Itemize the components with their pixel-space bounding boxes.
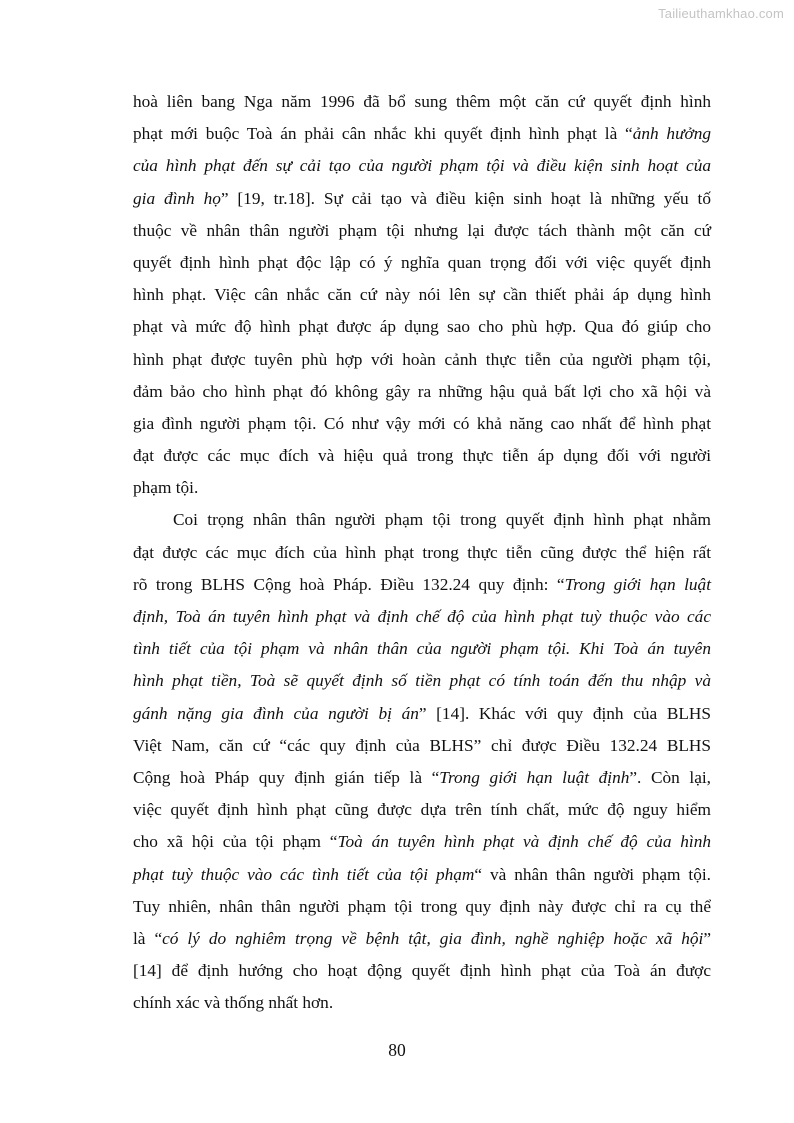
- text-run: ”: [703, 928, 712, 948]
- text-run: hình phạt được tuyên phù hợp với hoàn cảnh thực tiễn của người phạm tội,: [133, 349, 711, 369]
- text-line: [133, 629, 711, 661]
- text-run: phạt mới buộc Toà án phải cân nhắc khi quyết định hình phạt là “: [133, 124, 633, 144]
- text-line: [133, 340, 711, 372]
- italic-text: hình phạt tiền, Toà sẽ quyết định số tiền phạt có tính toán đến thu nhập và: [133, 671, 711, 691]
- text-line: [133, 565, 711, 597]
- text-line: [133, 533, 711, 565]
- body-text: [133, 82, 711, 1015]
- italic-text: gánh nặng gia đình của người bị án: [133, 703, 419, 723]
- text-run: đảm bảo cho hình phạt đó không gây ra những hậu quả bất lợi cho xã hội và: [133, 381, 711, 401]
- text-run: thuộc về nhân thân người phạm tội nhưng lại được tách thành một căn cứ: [133, 220, 711, 240]
- text-line: [133, 500, 711, 532]
- text-line: [133, 275, 711, 307]
- italic-text: tình tiết của tội phạm và nhân thân của người phạm tội. Khi Toà án tuyên: [133, 639, 711, 659]
- text-line: [133, 436, 711, 468]
- text-line: [133, 790, 711, 822]
- text-run: cho xã hội của tội phạm “: [133, 832, 338, 852]
- text-run: phạt và mức độ hình phạt được áp dụng sao cho phù hợp. Qua đó giúp cho: [133, 317, 711, 337]
- text-line: [133, 243, 711, 275]
- text-run: Coi trọng nhân thân người phạm tội trong quyết định hình phạt nhằm: [173, 510, 711, 530]
- text-line: [133, 758, 711, 790]
- text-line: [133, 951, 711, 983]
- text-run: hình phạt. Việc cân nhắc căn cứ này nói lên sự cần thiết phải áp dụng hình: [133, 285, 711, 305]
- italic-text: Trong giới hạn luật định: [439, 767, 630, 787]
- text-line: [133, 597, 711, 629]
- text-run: “ và nhân thân người phạm tội.: [474, 864, 711, 884]
- italic-text: ảnh hưởng: [632, 124, 712, 144]
- text-run: ”. Còn lại,: [629, 767, 711, 787]
- text-run: hoà liên bang Nga năm 1996 đã bổ sung thêm một căn cứ quyết định hình: [133, 92, 711, 111]
- text-run: đạt được các mục đích của hình phạt trong thực tiễn cũng được thể hiện rất: [133, 542, 711, 562]
- text-line: [133, 146, 711, 178]
- text-line: [133, 726, 711, 758]
- text-run: phạm tội.: [133, 478, 199, 498]
- italic-text: Toà án tuyên hình phạt và định chế độ của hình: [337, 832, 711, 852]
- text-run: rõ trong BLHS Cộng hoà Pháp. Điều 132.24 quy định: “: [133, 574, 565, 594]
- text-line: [133, 82, 711, 114]
- italic-text: của hình phạt đến sự cải tạo của người phạm tội và điều kiện sinh hoạt của: [133, 156, 711, 176]
- page-number: 80: [388, 1040, 406, 1060]
- text-run: Việt Nam, căn cứ “các quy định của BLHS” chỉ được Điều 132.24 BLHS: [133, 735, 711, 755]
- italic-text: phạt tuỳ thuộc vào các tình tiết của tội phạm: [133, 864, 475, 884]
- text-run: chính xác và thống nhất hơn.: [133, 993, 334, 1013]
- text-line: [133, 114, 711, 146]
- text-line: [133, 694, 711, 726]
- text-run: ” [14]. Khác với quy định của BLHS: [418, 703, 711, 723]
- text-run: Cộng hoà Pháp quy định gián tiếp là “: [133, 767, 440, 787]
- text-line: [133, 983, 711, 1015]
- text-run: ” [19, tr.18]. Sự cải tạo và điều kiện sinh hoạt là những yếu tố: [220, 188, 711, 208]
- text-run: đạt được các mục đích và hiệu quả trong thực tiễn áp dụng đối với người: [133, 446, 711, 466]
- italic-text: Trong giới hạn luật: [564, 574, 711, 594]
- text-run: là “: [133, 928, 163, 948]
- text-line: [133, 468, 711, 500]
- italic-text: định, Toà án tuyên hình phạt và định chế độ của hình phạt tuỳ thuộc vào các: [133, 607, 711, 626]
- text-line: [133, 855, 711, 887]
- text-run: quyết định hình phạt độc lập có ý nghĩa quan trọng đối với việc quyết định: [133, 252, 711, 272]
- text-line: [133, 919, 711, 951]
- text-line: [133, 179, 711, 211]
- text-line: [133, 404, 711, 436]
- text-line: [133, 887, 711, 919]
- text-line: [133, 661, 711, 693]
- italic-text: gia đình họ: [133, 188, 221, 208]
- text-line: [133, 372, 711, 404]
- text-run: gia đình người phạm tội. Có như vậy mới có khả năng cao nhất để hình phạt: [133, 413, 711, 433]
- text-run: Tuy nhiên, nhân thân người phạm tội trong quy định này được chỉ ra cụ thể: [133, 896, 711, 916]
- text-line: [133, 822, 711, 854]
- text-line: [133, 307, 711, 339]
- text-run: việc quyết định hình phạt cũng được dựa trên tính chất, mức độ nguy hiểm: [133, 800, 711, 820]
- italic-text: có lý do nghiêm trọng về bệnh tật, gia đình, nghề nghiệp hoặc xã hội: [162, 928, 704, 948]
- watermark: Tailieuthamkhao.com: [658, 6, 784, 21]
- text-line: [133, 211, 711, 243]
- text-run: [14] để định hướng cho hoạt động quyết định hình phạt của Toà án được: [133, 961, 711, 981]
